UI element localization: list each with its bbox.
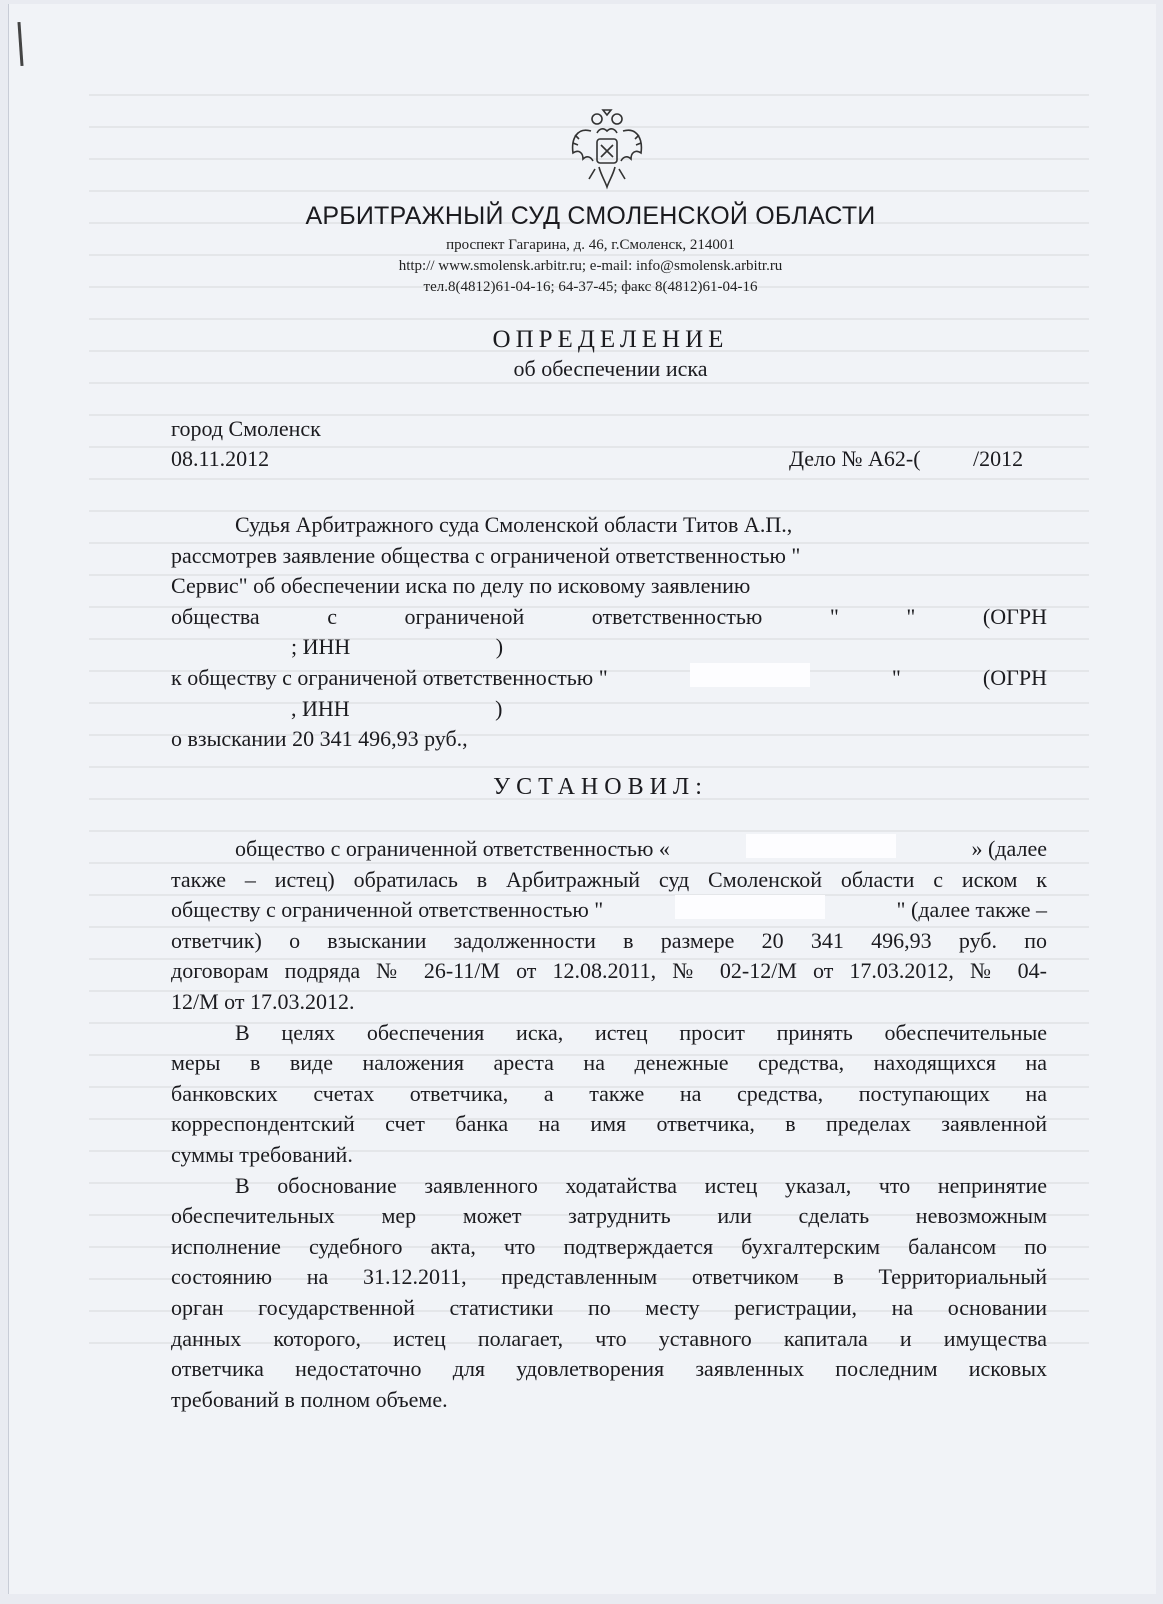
court-web-email: http:// www.smolensk.arbitr.ru; e-mail: info@smolensk.arbitr.ru — [398, 258, 783, 274]
court-address: проспект Гагарина, д. 46, г.Смоленск, 214001 — [446, 237, 735, 253]
court-phone: тел.8(4812)61-04-16; 64-37-45; факс 8(4812)61-04-16 — [423, 279, 758, 295]
intro-block — [171, 510, 1047, 755]
intro-line: , ИНН ) — [291, 695, 503, 721]
case-year: /2012 — [973, 446, 1024, 471]
document-date: 08.11.2012 — [171, 446, 270, 471]
redacted-name — [746, 834, 896, 858]
established-body — [171, 834, 1047, 1415]
paragraph-line: исполнение судебного акта, что подтверждается бухгалтерским балансом по — [171, 1233, 1047, 1259]
paragraph-line: орган государственной статистики по месту регистрации, на основании — [171, 1294, 1047, 1320]
coat-of-arms-icon — [569, 109, 645, 195]
paragraph-line: В обоснование заявленного ходатайства истец указал, что непринятие — [235, 1172, 1047, 1198]
paragraph-line: договорам подряда № 26-11/М от 12.08.2011, № 02-12/М от 17.03.2012, № 04- — [171, 958, 1047, 984]
paragraph-line: ответчика недостаточно для удовлетворения заявленных последним исковых — [171, 1356, 1047, 1382]
redacted-name — [675, 895, 825, 919]
paragraph-line: корреспондентский счет банка на имя ответчика, в пределах заявленной — [171, 1111, 1047, 1137]
paragraph-line: общество с ограниченной ответственностью « » (далее — [235, 836, 1047, 861]
intro-line: рассмотрев заявление общества с ограниченой ответственностью " — [171, 542, 801, 568]
paragraph-line: суммы требований. — [171, 1141, 353, 1167]
city: город Смоленск — [171, 416, 321, 441]
case-number: Дело № А62-( — [789, 446, 921, 471]
paragraph-line: также – истец) обратилась в Арбитражный суд Смоленской области с иском к — [171, 866, 1047, 892]
section-heading: УСТАНОВИЛ: — [493, 774, 708, 800]
paragraph-line: ответчик) о взыскании задолженности в размере 20 341 496,93 руб. по — [171, 927, 1047, 953]
paragraph-line: требований в полном объеме. — [171, 1386, 448, 1412]
paragraph-line: данных которого, истец полагает, что уставного капитала и имущества — [171, 1325, 1047, 1351]
paragraph-line: обеспечительных мер может затруднить или сделать невозможным — [171, 1203, 1047, 1229]
document-page — [8, 4, 1156, 1594]
intro-line: о взыскании 20 341 496,93 руб., — [171, 726, 468, 752]
margin-pen-mark — [17, 22, 23, 66]
document-title: ОПРЕДЕЛЕНИЕ — [492, 326, 729, 353]
paragraph-line: 12/М от 17.03.2012. — [171, 988, 355, 1014]
paragraph-line: В целях обеспечения иска, истец просит принять обеспечительные — [235, 1019, 1047, 1045]
intro-line: Сервис" об обеспечении иска по делу по исковому заявлению — [171, 573, 751, 599]
intro-line: общества с ограниченой ответственностью " " (ОГРН — [171, 603, 1047, 629]
paragraph-line: меры в виде наложения ареста на денежные средства, находящихся на — [171, 1050, 1047, 1076]
intro-line: Судья Арбитражного суда Смоленской области Титов А.П., — [235, 512, 793, 537]
paragraph-line: банковских счетах ответчика, а также на средства, поступающих на — [171, 1080, 1047, 1106]
redacted-name — [690, 663, 810, 687]
paragraph-line: обществу с ограниченной ответственностью " " (далее также – — [171, 897, 1047, 923]
document-subtitle: об обеспечении иска — [513, 356, 708, 381]
paragraph-line: состоянию на 31.12.2011, представленным ответчиком в Территориальный — [171, 1264, 1047, 1290]
intro-line: ; ИНН ) — [291, 634, 504, 660]
intro-line: к обществу с ограниченой ответственностью " " (ОГРН — [171, 664, 1047, 690]
court-name: АРБИТРАЖНЫЙ СУД СМОЛЕНСКОЙ ОБЛАСТИ — [305, 202, 876, 230]
